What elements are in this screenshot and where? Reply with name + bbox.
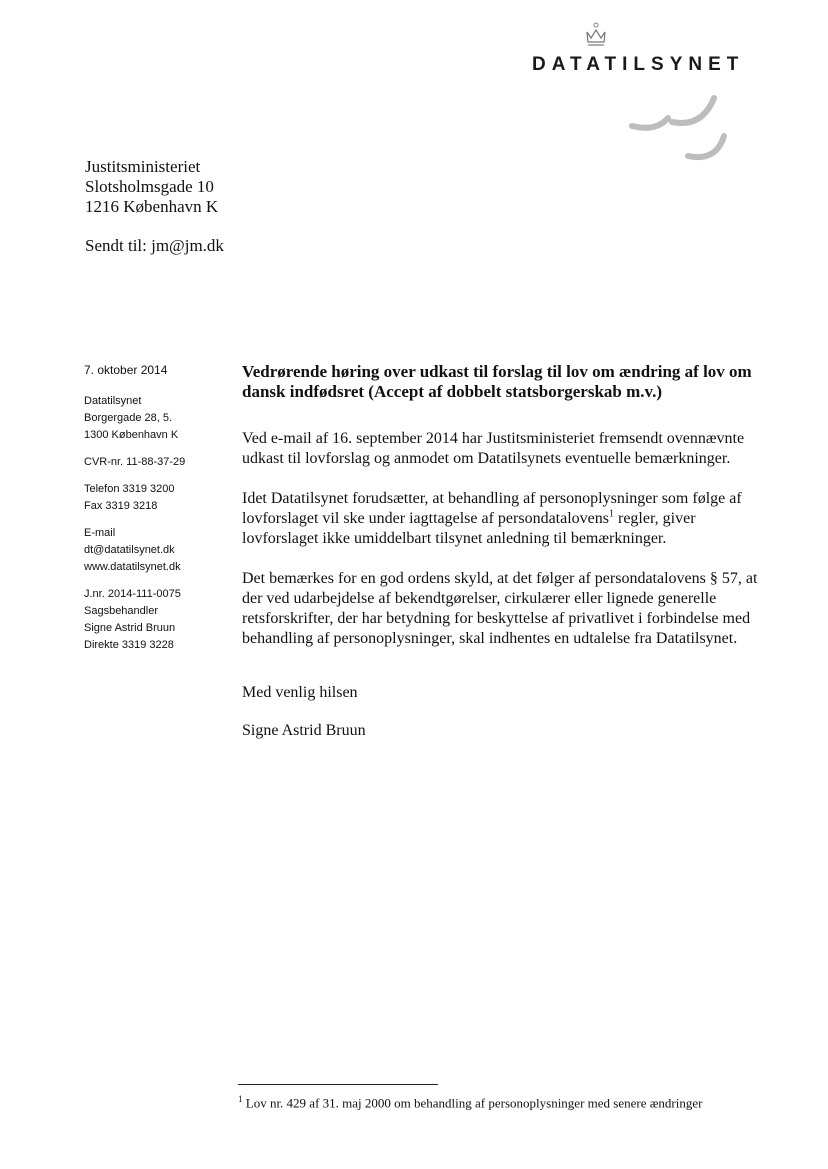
email-address: dt@datatilsynet.dk xyxy=(84,544,175,556)
sender-info-sidebar xyxy=(84,362,234,654)
recipient-line: 1216 København K xyxy=(85,197,219,216)
sender-name: Datatilsynet xyxy=(84,395,142,407)
footnote-text: Lov nr. 429 af 31. maj 2000 om behandling af personoplysninger med senere ændringer xyxy=(242,1095,703,1111)
phone-number: Telefon 3319 3200 xyxy=(84,483,175,495)
cvr-number: CVR-nr. 11-88-37-29 xyxy=(84,456,186,468)
org-wordmark: DATATILSYNET xyxy=(532,54,745,75)
paragraph-2-text: Idet Datatilsynet forudsætter, at behandling af personoplysninger som følge af lovforslaget vil ske under iagttagelse af persondatalovens xyxy=(242,490,742,527)
letter-date: 7. oktober 2014 xyxy=(84,363,168,377)
crown-logo-icon xyxy=(583,22,609,48)
direct-phone: Direkte 3319 3228 xyxy=(84,639,174,651)
paragraph-3: Det bemærkes for en god ordens skyld, at det følger af persondatalovens § 57, at der ved udarbejdelse af bekendtgørelser, cirkulærer eller lignede generelle retsforskrifter, der har betydning for beskyttelse af privatlivet i forbindelse med behandling af personoplysninger, skal indhentes en udtalelse fra Datatilsynet. xyxy=(242,570,758,647)
signature-name: Signe Astrid Bruun xyxy=(242,722,366,739)
letter-subject: Vedrørende høring over udkast til forslag til lov om ændring af lov om dansk indfødsret (Accept af dobbelt statsborgerskab m.v.) xyxy=(242,362,752,401)
recipient-line: Justitsministeriet xyxy=(85,157,201,176)
footnote-reference: 1 xyxy=(609,508,614,520)
website: www.datatilsynet.dk xyxy=(84,561,181,573)
sender-street: Borgergade 28, 5. xyxy=(84,412,173,424)
footnote xyxy=(238,1094,702,1111)
journal-number: J.nr. 2014-111-0075 xyxy=(84,588,181,600)
footnote-divider xyxy=(238,1084,438,1085)
case-handler-label: Sagsbehandler xyxy=(84,605,159,617)
recipient-line: Slotsholmsgade 10 xyxy=(85,177,214,196)
closing-phrase: Med venlig hilsen xyxy=(242,684,358,701)
fax-number: Fax 3319 3218 xyxy=(84,500,158,512)
paragraph-2-text-cont: regler, giver lovforslaget ikke umiddelbart tilsynet anledning til bemærkninger. xyxy=(242,510,696,547)
sender-city: 1300 København K xyxy=(84,429,179,441)
paragraph-1: Ved e-mail af 16. september 2014 har Justitsministeriet fremsendt ovennævnte udkast til lovforslag og anmodet om Datatilsynets eventuelle bemærkninger. xyxy=(242,430,745,467)
swoosh-logo-icon xyxy=(628,92,738,166)
sent-to-email: Sendt til: jm@jm.dk xyxy=(85,236,224,255)
recipient-address xyxy=(85,157,218,217)
email-label: E-mail xyxy=(84,527,116,539)
letter-body xyxy=(242,362,768,741)
footnote-mark: 1 xyxy=(238,1094,243,1104)
paragraph-2 xyxy=(242,489,768,549)
case-handler-name: Signe Astrid Bruun xyxy=(84,622,176,634)
